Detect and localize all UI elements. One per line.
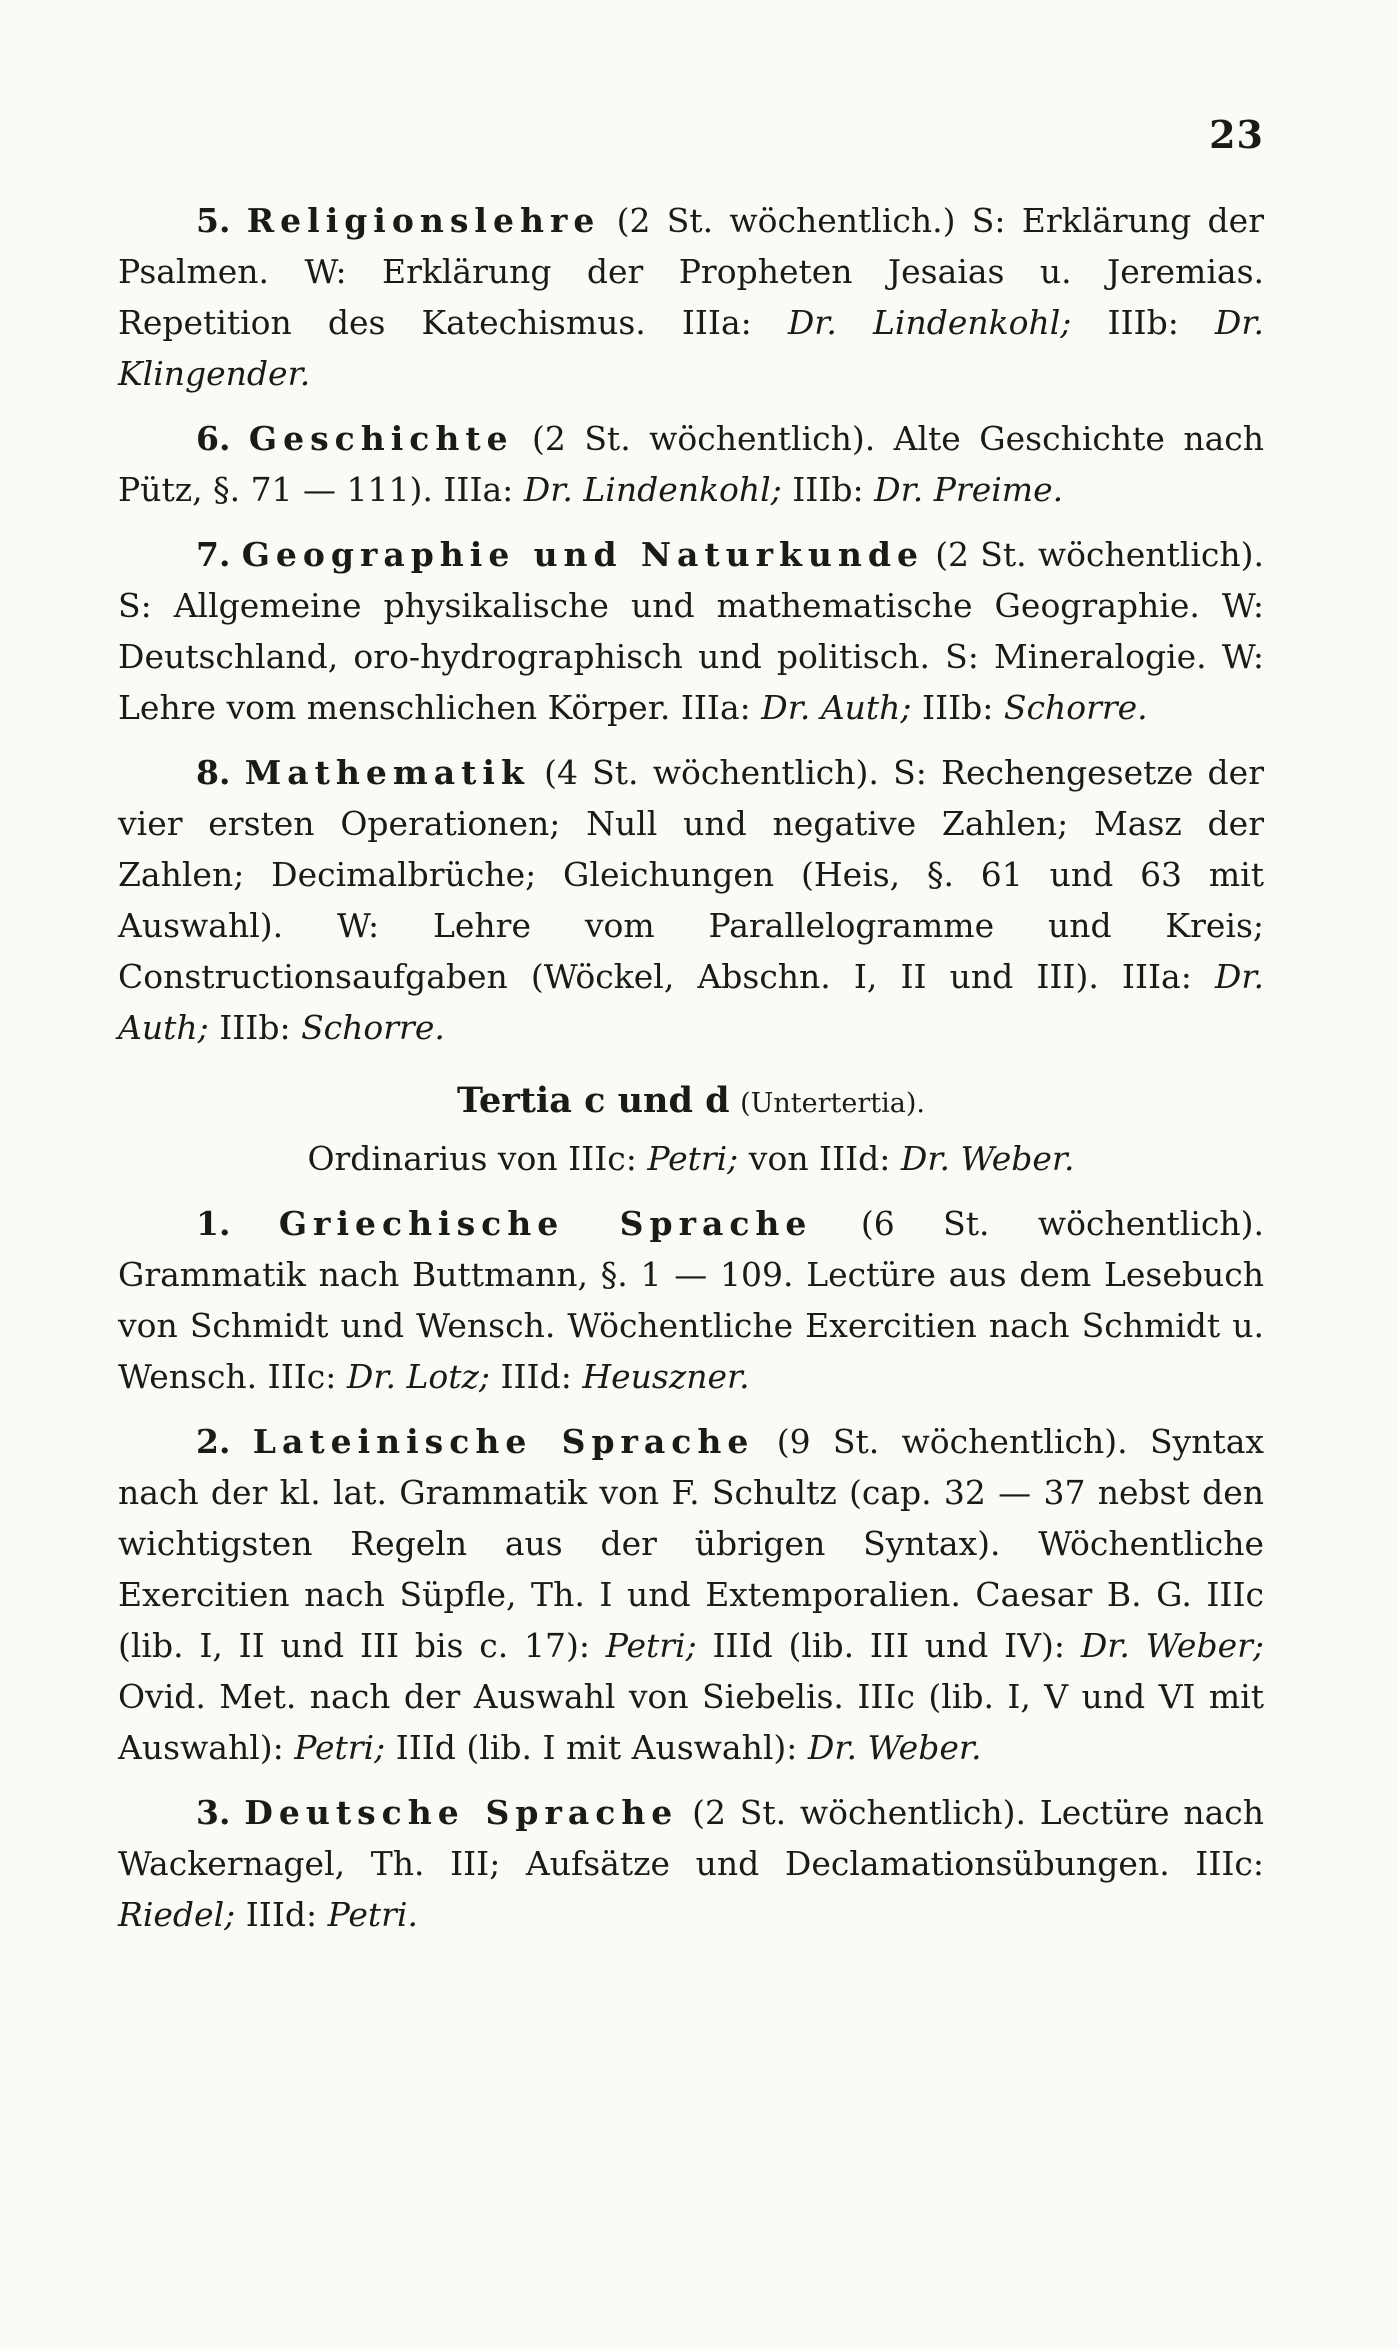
ordinarius-line: Ordinarius von IIIc: Petri; von IIId: Dr. Weber. bbox=[307, 1139, 1075, 1178]
section-griechisch: 1. Griechische Sprache (6 St. wöchentlich). Grammatik nach Buttmann, §. 1 — 109. Lectüre aus dem Lesebuch von Schmidt und Wensch. Wöchentliche Exercitien nach Schmidt u. Wensch. IIIc: Dr. Lotz; IIId: Heuszner. bbox=[118, 1204, 1264, 1396]
book-page bbox=[118, 100, 1264, 2300]
section-heading-tertia: Tertia c und d (Untertertia). bbox=[457, 1080, 925, 1121]
section-latein: 2. Lateinische Sprache (9 St. wöchentlich). Syntax nach der kl. lat. Grammatik von F. Schultz (cap. 32 — 37 nebst den wichtigsten Regeln aus der übrigen Syntax). Wöchentliche Exercitien nach Süpfle, Th. I und Extemporalien. Caesar B. G. IIIc (lib. I, II und III bis c. 17): Petri; IIId (lib. III und IV): Dr. Weber; Ovid. Met. nach der Auswahl von Siebelis. IIIc (lib. I, V und VI mit Auswahl): Petri; IIId (lib. I mit Auswahl): Dr. Weber. bbox=[118, 1422, 1265, 1767]
section-mathematik: 8. Mathematik (4 St. wöchentlich). S: Rechengesetze der vier ersten Operationen; Null und negative Zahlen; Masz der Zahlen; Decimalbrüche; Gleichungen (Heis, §. 61 und 63 mit Auswahl). W: Lehre vom Parallelogramme und Kreis; Constructionsaufgaben (Wöckel, Abschn. I, II und III). IIIa: Dr. Auth; IIIb: Schorre. bbox=[118, 753, 1264, 1047]
page-text bbox=[118, 195, 1264, 1954]
section-religion: 5. Religionslehre (2 St. wöchentlich.) S: Erklärung der Psalmen. W: Erklärung der Propheten Jesaias u. Jeremias. Repetition des Katechismus. IIIa: Dr. Lindenkohl; IIIb: Dr. Klingender. bbox=[118, 201, 1264, 393]
section-geographie: 7. Geographie und Naturkunde (2 St. wöchentlich). S: Allgemeine physikalische und mathematische Geographie. W: Deutschland, oro-hydrographisch und politisch. S: Mineralogie. W: Lehre vom menschlichen Körper. IIIa: Dr. Auth; IIIb: Schorre. bbox=[118, 535, 1264, 727]
section-geschichte: 6. Geschichte (2 St. wöchentlich). Alte Geschichte nach Pütz, §. 71 — 111). IIIa: Dr. Lindenkohl; IIIb: Dr. Preime. bbox=[118, 419, 1264, 509]
section-deutsch: 3. Deutsche Sprache (2 St. wöchentlich). Lectüre nach Wackernagel, Th. III; Aufsätze und Declamationsübungen. IIIc: Riedel; IIId: Petri. bbox=[118, 1793, 1264, 1934]
page-number: 23 bbox=[1209, 112, 1264, 157]
